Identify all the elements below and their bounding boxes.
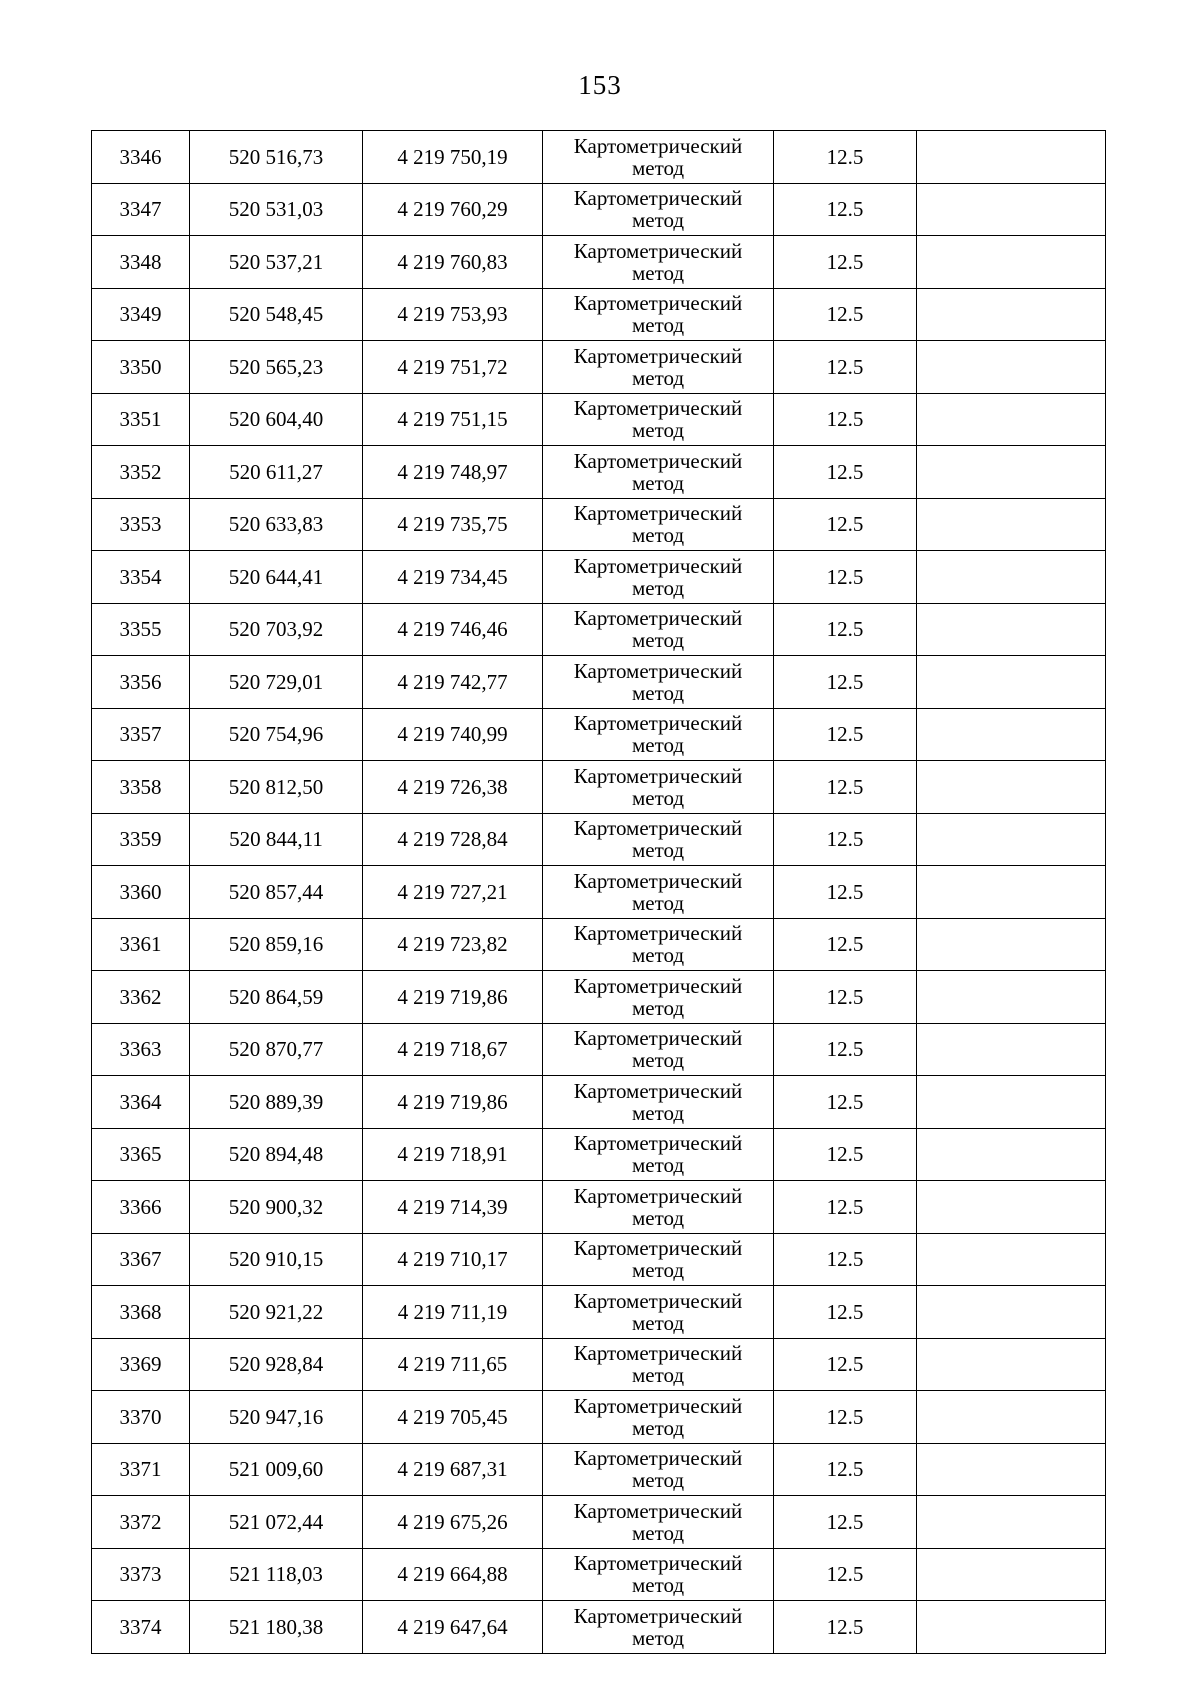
y-coordinate-cell: 4 219 718,91 xyxy=(363,1128,543,1181)
accuracy-cell: 12.5 xyxy=(774,1443,917,1496)
x-coordinate-cell: 520 516,73 xyxy=(190,131,363,184)
method-line-1: Картометрический xyxy=(573,973,743,998)
x-coordinate-cell: 520 889,39 xyxy=(190,1076,363,1129)
point-number-cell: 3371 xyxy=(92,1443,190,1496)
x-coordinate-cell: 520 754,96 xyxy=(190,708,363,761)
accuracy-cell: 12.5 xyxy=(774,1548,917,1601)
point-number-cell: 3370 xyxy=(92,1391,190,1444)
method-line-2: метод xyxy=(631,785,685,810)
x-coordinate-cell: 520 548,45 xyxy=(190,288,363,341)
method-line-1: Картометрический xyxy=(573,1183,743,1208)
x-coordinate-cell: 521 009,60 xyxy=(190,1443,363,1496)
accuracy-cell: 12.5 xyxy=(774,1601,917,1654)
point-number-cell: 3355 xyxy=(92,603,190,656)
y-coordinate-cell: 4 219 728,84 xyxy=(363,813,543,866)
table-row xyxy=(92,866,1106,919)
y-coordinate-cell: 4 219 710,17 xyxy=(363,1233,543,1286)
method-cell xyxy=(543,341,774,394)
method-cell xyxy=(543,1181,774,1234)
point-number-cell: 3363 xyxy=(92,1023,190,1076)
table-row xyxy=(92,1391,1106,1444)
x-coordinate-cell: 520 565,23 xyxy=(190,341,363,394)
method-cell xyxy=(543,1338,774,1391)
method-line-2: метод xyxy=(631,260,685,285)
y-coordinate-cell: 4 219 719,86 xyxy=(363,1076,543,1129)
x-coordinate-cell: 520 921,22 xyxy=(190,1286,363,1339)
table-row xyxy=(92,1181,1106,1234)
method-line-2: метод xyxy=(631,1205,685,1230)
point-number-cell: 3353 xyxy=(92,498,190,551)
method-cell xyxy=(543,1286,774,1339)
x-coordinate-cell: 520 900,32 xyxy=(190,1181,363,1234)
method-cell xyxy=(543,551,774,604)
point-number-cell: 3354 xyxy=(92,551,190,604)
method-cell xyxy=(543,971,774,1024)
y-coordinate-cell: 4 219 675,26 xyxy=(363,1496,543,1549)
y-coordinate-cell: 4 219 687,31 xyxy=(363,1443,543,1496)
method-line-1: Картометрический xyxy=(573,1026,743,1051)
method-line-2: метод xyxy=(631,418,685,443)
empty-cell xyxy=(917,1286,1106,1339)
table-row xyxy=(92,446,1106,499)
method-cell xyxy=(543,603,774,656)
empty-cell xyxy=(917,656,1106,709)
accuracy-cell: 12.5 xyxy=(774,761,917,814)
method-line-2: метод xyxy=(631,575,685,600)
method-line-1: Картометрический xyxy=(573,711,743,736)
coordinates-table-body xyxy=(92,131,1106,1654)
y-coordinate-cell: 4 219 726,38 xyxy=(363,761,543,814)
method-line-1: Картометрический xyxy=(573,291,743,316)
method-cell xyxy=(543,1076,774,1129)
accuracy-cell: 12.5 xyxy=(774,498,917,551)
method-cell xyxy=(543,918,774,971)
method-line-2: метод xyxy=(631,1100,685,1125)
x-coordinate-cell: 520 947,16 xyxy=(190,1391,363,1444)
accuracy-cell: 12.5 xyxy=(774,1338,917,1391)
point-number-cell: 3367 xyxy=(92,1233,190,1286)
method-cell xyxy=(543,1128,774,1181)
y-coordinate-cell: 4 219 719,86 xyxy=(363,971,543,1024)
point-number-cell: 3352 xyxy=(92,446,190,499)
accuracy-cell: 12.5 xyxy=(774,866,917,919)
method-line-1: Картометрический xyxy=(573,238,743,263)
table-row xyxy=(92,236,1106,289)
empty-cell xyxy=(917,393,1106,446)
empty-cell xyxy=(917,1233,1106,1286)
y-coordinate-cell: 4 219 647,64 xyxy=(363,1601,543,1654)
method-line-2: метод xyxy=(631,1415,685,1440)
method-line-1: Картометрический xyxy=(573,1603,743,1628)
x-coordinate-cell: 520 859,16 xyxy=(190,918,363,971)
method-cell xyxy=(543,813,774,866)
y-coordinate-cell: 4 219 723,82 xyxy=(363,918,543,971)
point-number-cell: 3369 xyxy=(92,1338,190,1391)
method-line-1: Картометрический xyxy=(573,763,743,788)
table-row xyxy=(92,918,1106,971)
page-number: 153 xyxy=(578,70,622,100)
table-row xyxy=(92,1076,1106,1129)
y-coordinate-cell: 4 219 711,19 xyxy=(363,1286,543,1339)
empty-cell xyxy=(917,1391,1106,1444)
x-coordinate-cell: 520 812,50 xyxy=(190,761,363,814)
empty-cell xyxy=(917,446,1106,499)
accuracy-cell: 12.5 xyxy=(774,446,917,499)
method-line-2: метод xyxy=(631,890,685,915)
point-number-cell: 3358 xyxy=(92,761,190,814)
method-cell xyxy=(543,288,774,341)
method-line-2: метод xyxy=(631,523,685,548)
y-coordinate-cell: 4 219 705,45 xyxy=(363,1391,543,1444)
table-row xyxy=(92,1128,1106,1181)
table-row xyxy=(92,551,1106,604)
method-line-2: метод xyxy=(631,838,685,863)
point-number-cell: 3350 xyxy=(92,341,190,394)
method-cell xyxy=(543,1601,774,1654)
method-line-1: Картометрический xyxy=(573,606,743,631)
point-number-cell: 3349 xyxy=(92,288,190,341)
empty-cell xyxy=(917,1496,1106,1549)
method-cell xyxy=(543,131,774,184)
method-cell xyxy=(543,183,774,236)
empty-cell xyxy=(917,183,1106,236)
accuracy-cell: 12.5 xyxy=(774,1233,917,1286)
x-coordinate-cell: 520 644,41 xyxy=(190,551,363,604)
method-line-2: метод xyxy=(631,943,685,968)
y-coordinate-cell: 4 219 746,46 xyxy=(363,603,543,656)
point-number-cell: 3348 xyxy=(92,236,190,289)
y-coordinate-cell: 4 219 742,77 xyxy=(363,656,543,709)
table-row xyxy=(92,603,1106,656)
point-number-cell: 3361 xyxy=(92,918,190,971)
point-number-cell: 3374 xyxy=(92,1601,190,1654)
accuracy-cell: 12.5 xyxy=(774,183,917,236)
method-line-1: Картометрический xyxy=(573,396,743,421)
method-cell xyxy=(543,1548,774,1601)
point-number-cell: 3372 xyxy=(92,1496,190,1549)
method-line-2: метод xyxy=(631,1468,685,1493)
accuracy-cell: 12.5 xyxy=(774,1076,917,1129)
y-coordinate-cell: 4 219 727,21 xyxy=(363,866,543,919)
empty-cell xyxy=(917,813,1106,866)
method-line-1: Картометрический xyxy=(573,553,743,578)
empty-cell xyxy=(917,866,1106,919)
empty-cell xyxy=(917,918,1106,971)
accuracy-cell: 12.5 xyxy=(774,131,917,184)
x-coordinate-cell: 521 118,03 xyxy=(190,1548,363,1601)
point-number-cell: 3368 xyxy=(92,1286,190,1339)
table-row xyxy=(92,183,1106,236)
method-line-1: Картометрический xyxy=(573,1393,743,1418)
coordinates-table xyxy=(91,130,1106,1654)
empty-cell xyxy=(917,1023,1106,1076)
accuracy-cell: 12.5 xyxy=(774,341,917,394)
method-line-1: Картометрический xyxy=(573,868,743,893)
method-line-1: Картометрический xyxy=(573,448,743,473)
x-coordinate-cell: 521 072,44 xyxy=(190,1496,363,1549)
y-coordinate-cell: 4 219 750,19 xyxy=(363,131,543,184)
method-line-1: Картометрический xyxy=(573,921,743,946)
method-line-1: Картометрический xyxy=(573,1498,743,1523)
empty-cell xyxy=(917,341,1106,394)
x-coordinate-cell: 520 857,44 xyxy=(190,866,363,919)
x-coordinate-cell: 521 180,38 xyxy=(190,1601,363,1654)
accuracy-cell: 12.5 xyxy=(774,393,917,446)
point-number-cell: 3364 xyxy=(92,1076,190,1129)
point-number-cell: 3366 xyxy=(92,1181,190,1234)
table-row xyxy=(92,1338,1106,1391)
method-cell xyxy=(543,656,774,709)
point-number-cell: 3346 xyxy=(92,131,190,184)
empty-cell xyxy=(917,1181,1106,1234)
empty-cell xyxy=(917,603,1106,656)
method-line-2: метод xyxy=(631,1310,685,1335)
y-coordinate-cell: 4 219 760,83 xyxy=(363,236,543,289)
x-coordinate-cell: 520 611,27 xyxy=(190,446,363,499)
y-coordinate-cell: 4 219 714,39 xyxy=(363,1181,543,1234)
accuracy-cell: 12.5 xyxy=(774,1286,917,1339)
point-number-cell: 3351 xyxy=(92,393,190,446)
method-cell xyxy=(543,761,774,814)
point-number-cell: 3360 xyxy=(92,866,190,919)
table-row xyxy=(92,288,1106,341)
y-coordinate-cell: 4 219 740,99 xyxy=(363,708,543,761)
table-row xyxy=(92,1443,1106,1496)
method-line-2: метод xyxy=(631,1520,685,1545)
method-line-2: метод xyxy=(631,1153,685,1178)
accuracy-cell: 12.5 xyxy=(774,288,917,341)
x-coordinate-cell: 520 864,59 xyxy=(190,971,363,1024)
method-cell xyxy=(543,1233,774,1286)
x-coordinate-cell: 520 844,11 xyxy=(190,813,363,866)
method-line-1: Картометрический xyxy=(573,816,743,841)
method-line-1: Картометрический xyxy=(573,501,743,526)
method-line-1: Картометрический xyxy=(573,343,743,368)
table-row xyxy=(92,708,1106,761)
empty-cell xyxy=(917,1443,1106,1496)
x-coordinate-cell: 520 531,03 xyxy=(190,183,363,236)
accuracy-cell: 12.5 xyxy=(774,971,917,1024)
y-coordinate-cell: 4 219 751,15 xyxy=(363,393,543,446)
method-line-2: метод xyxy=(631,1048,685,1073)
method-line-2: метод xyxy=(631,208,685,233)
method-line-1: Картометрический xyxy=(573,186,743,211)
empty-cell xyxy=(917,1548,1106,1601)
x-coordinate-cell: 520 703,92 xyxy=(190,603,363,656)
point-number-cell: 3359 xyxy=(92,813,190,866)
method-line-1: Картометрический xyxy=(573,1131,743,1156)
method-cell xyxy=(543,498,774,551)
point-number-cell: 3357 xyxy=(92,708,190,761)
method-line-2: метод xyxy=(631,1573,685,1598)
method-line-1: Картометрический xyxy=(573,133,743,158)
method-line-2: метод xyxy=(631,1363,685,1388)
empty-cell xyxy=(917,551,1106,604)
y-coordinate-cell: 4 219 718,67 xyxy=(363,1023,543,1076)
accuracy-cell: 12.5 xyxy=(774,1128,917,1181)
table-row xyxy=(92,1496,1106,1549)
method-line-2: метод xyxy=(631,733,685,758)
accuracy-cell: 12.5 xyxy=(774,1496,917,1549)
method-cell xyxy=(543,1391,774,1444)
point-number-cell: 3373 xyxy=(92,1548,190,1601)
method-line-1: Картометрический xyxy=(573,1288,743,1313)
method-cell xyxy=(543,866,774,919)
accuracy-cell: 12.5 xyxy=(774,551,917,604)
table-row xyxy=(92,1548,1106,1601)
method-line-2: метод xyxy=(631,628,685,653)
y-coordinate-cell: 4 219 751,72 xyxy=(363,341,543,394)
method-line-1: Картометрический xyxy=(573,1236,743,1261)
table-row xyxy=(92,131,1106,184)
table-row xyxy=(92,813,1106,866)
empty-cell xyxy=(917,498,1106,551)
table-row xyxy=(92,498,1106,551)
empty-cell xyxy=(917,708,1106,761)
x-coordinate-cell: 520 604,40 xyxy=(190,393,363,446)
table-row xyxy=(92,761,1106,814)
x-coordinate-cell: 520 928,84 xyxy=(190,1338,363,1391)
accuracy-cell: 12.5 xyxy=(774,708,917,761)
table-row xyxy=(92,1286,1106,1339)
accuracy-cell: 12.5 xyxy=(774,1181,917,1234)
y-coordinate-cell: 4 219 734,45 xyxy=(363,551,543,604)
table-row xyxy=(92,393,1106,446)
method-line-2: метод xyxy=(631,680,685,705)
empty-cell xyxy=(917,131,1106,184)
method-line-2: метод xyxy=(631,313,685,338)
accuracy-cell: 12.5 xyxy=(774,813,917,866)
empty-cell xyxy=(917,1601,1106,1654)
method-line-1: Картометрический xyxy=(573,658,743,683)
y-coordinate-cell: 4 219 760,29 xyxy=(363,183,543,236)
method-cell xyxy=(543,446,774,499)
table-row xyxy=(92,971,1106,1024)
y-coordinate-cell: 4 219 664,88 xyxy=(363,1548,543,1601)
point-number-cell: 3356 xyxy=(92,656,190,709)
point-number-cell: 3362 xyxy=(92,971,190,1024)
x-coordinate-cell: 520 870,77 xyxy=(190,1023,363,1076)
y-coordinate-cell: 4 219 735,75 xyxy=(363,498,543,551)
point-number-cell: 3347 xyxy=(92,183,190,236)
method-cell xyxy=(543,1023,774,1076)
empty-cell xyxy=(917,288,1106,341)
table-row xyxy=(92,1233,1106,1286)
accuracy-cell: 12.5 xyxy=(774,236,917,289)
x-coordinate-cell: 520 910,15 xyxy=(190,1233,363,1286)
empty-cell xyxy=(917,1076,1106,1129)
method-cell xyxy=(543,236,774,289)
method-line-2: метод xyxy=(631,155,685,180)
x-coordinate-cell: 520 537,21 xyxy=(190,236,363,289)
empty-cell xyxy=(917,1128,1106,1181)
method-line-1: Картометрический xyxy=(573,1551,743,1576)
method-line-1: Картометрический xyxy=(573,1446,743,1471)
method-line-2: метод xyxy=(631,1625,685,1650)
table-row xyxy=(92,341,1106,394)
x-coordinate-cell: 520 633,83 xyxy=(190,498,363,551)
method-cell xyxy=(543,1496,774,1549)
x-coordinate-cell: 520 729,01 xyxy=(190,656,363,709)
empty-cell xyxy=(917,761,1106,814)
method-line-2: метод xyxy=(631,995,685,1020)
method-line-2: метод xyxy=(631,365,685,390)
accuracy-cell: 12.5 xyxy=(774,1391,917,1444)
method-line-1: Картометрический xyxy=(573,1341,743,1366)
point-number-cell: 3365 xyxy=(92,1128,190,1181)
method-line-2: метод xyxy=(631,470,685,495)
table-row xyxy=(92,656,1106,709)
table-row xyxy=(92,1023,1106,1076)
y-coordinate-cell: 4 219 711,65 xyxy=(363,1338,543,1391)
method-cell xyxy=(543,1443,774,1496)
x-coordinate-cell: 520 894,48 xyxy=(190,1128,363,1181)
empty-cell xyxy=(917,1338,1106,1391)
accuracy-cell: 12.5 xyxy=(774,918,917,971)
accuracy-cell: 12.5 xyxy=(774,603,917,656)
accuracy-cell: 12.5 xyxy=(774,656,917,709)
method-line-2: метод xyxy=(631,1258,685,1283)
table-row xyxy=(92,1601,1106,1654)
method-cell xyxy=(543,393,774,446)
y-coordinate-cell: 4 219 748,97 xyxy=(363,446,543,499)
accuracy-cell: 12.5 xyxy=(774,1023,917,1076)
empty-cell xyxy=(917,971,1106,1024)
empty-cell xyxy=(917,236,1106,289)
method-line-1: Картометрический xyxy=(573,1078,743,1103)
y-coordinate-cell: 4 219 753,93 xyxy=(363,288,543,341)
method-cell xyxy=(543,708,774,761)
